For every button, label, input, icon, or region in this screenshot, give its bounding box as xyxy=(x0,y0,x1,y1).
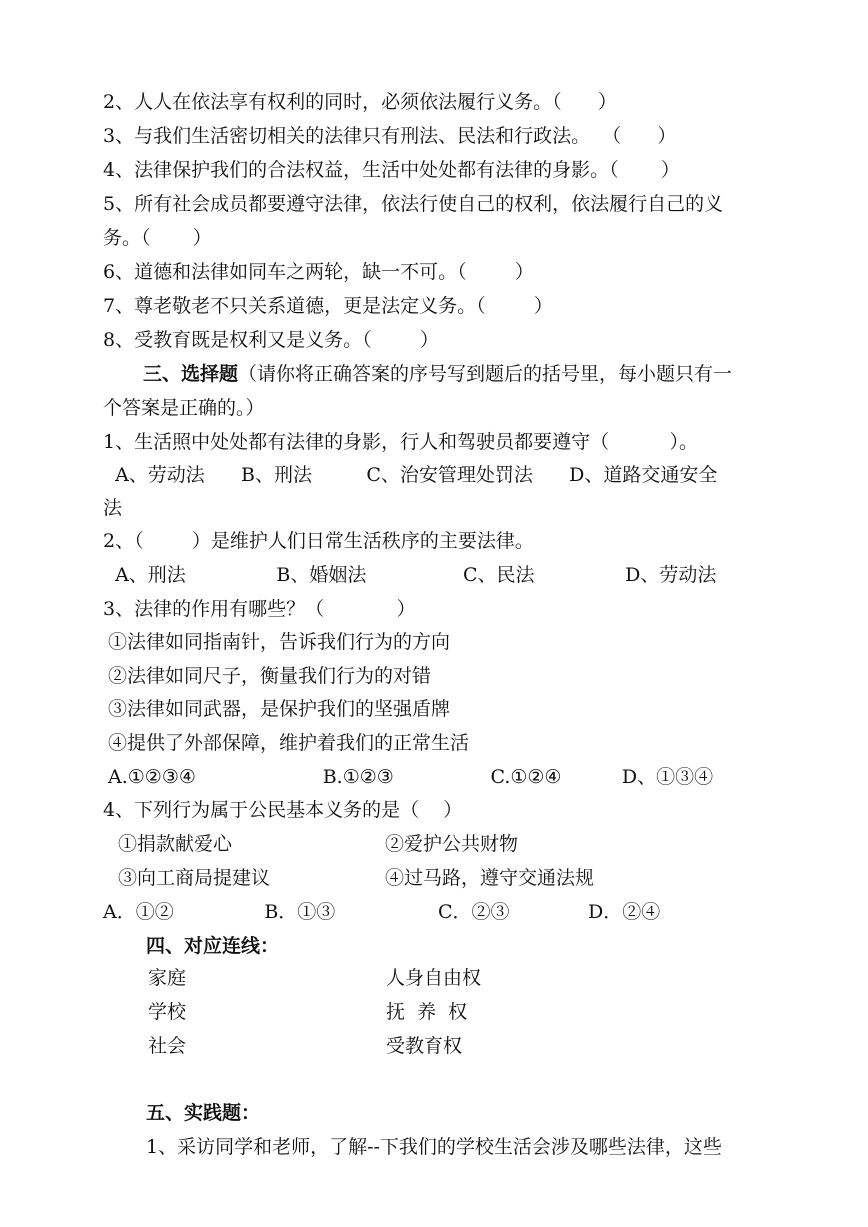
choice-question-2: 2、（ ）是维护人们日常生活秩序的主要法律。 xyxy=(103,530,534,552)
judge-question-4: 4、法律保护我们的合法权益，生活中处处都有法律的身影。（ ） xyxy=(103,159,680,181)
judge-question-3: 3、与我们生活密切相关的法律只有刑法、民法和行政法。 （ ） xyxy=(103,125,677,147)
matching-heading: 四、对应连线： xyxy=(146,935,280,957)
choice-question-1-options-cont: 法 xyxy=(103,497,123,519)
choice-question-3-item: ②法律如同尺子，衡量我们行为的对错 xyxy=(108,665,432,687)
choice-instruction-line1 xyxy=(143,362,732,386)
choice-question-4-options: A．①② B．①③ C．②③ D．②④ xyxy=(103,901,661,923)
matching-right-item: 抚 养 权 xyxy=(386,1001,468,1023)
choice-question-1-options: A、劳动法 B、刑法 C、治安管理处罚法 D、道路交通安全 xyxy=(103,464,718,486)
judge-question-8: 8、受教育既是权利又是义务。（ ） xyxy=(103,329,439,351)
choice-question-4: 4、下列行为属于公民基本义务的是（ ） xyxy=(103,799,463,821)
judge-question-6: 6、道德和法律如同车之两轮，缺一不可。（ ） xyxy=(103,261,534,283)
choice-question-3-item: ③法律如同武器，是保护我们的坚强盾牌 xyxy=(108,698,451,720)
choice-question-2-options: A、刑法 B、婚姻法 C、民法 D、劳动法 xyxy=(103,564,717,586)
choice-question-3-options: A.①②③④ B.①②③ C.①②④ D、①③④ xyxy=(108,766,714,788)
choice-instruction-line2: 个答案是正确的。） xyxy=(103,397,265,419)
choice-question-4-item: ④过马路，遵守交通法规 xyxy=(385,867,595,889)
choice-question-4-item: ②爱护公共财物 xyxy=(385,833,519,855)
matching-right-item: 受教育权 xyxy=(386,1035,463,1057)
matching-left-item: 家庭 xyxy=(148,967,187,989)
choice-heading: 三、选择题 xyxy=(143,363,239,385)
choice-question-4-item: ③向工商局提建议 xyxy=(118,867,271,889)
matching-left-item: 学校 xyxy=(148,1001,187,1023)
choice-question-1: 1、生活照中处处都有法律的身影，行人和驾驶员都要遵守（ ）。 xyxy=(103,431,698,453)
choice-question-3-item: ④提供了外部保障，维护着我们的正常生活 xyxy=(108,732,470,754)
judge-question-7: 7、尊老敬老不只关系道德，更是法定义务。（ ） xyxy=(103,295,553,317)
practice-question-1: 1、采访同学和老师，了解--下我们的学校生活会涉及哪些法律，这些 xyxy=(146,1136,722,1158)
judge-question-2: 2、人人在依法享有权利的同时，必须依法履行义务。（ ） xyxy=(103,91,617,113)
choice-instruction: （请你将正确答案的序号写到题后的括号里，每小题只有一 xyxy=(238,363,733,385)
judge-question-5-line1: 5、所有社会成员都要遵守法律，依法行使自己的权利，依法履行自己的义 xyxy=(103,193,724,215)
choice-question-3-item: ①法律如同指南针，告诉我们行为的方向 xyxy=(108,631,451,653)
judge-question-5-line2: 务。（ ） xyxy=(103,227,212,249)
choice-question-4-item: ①捐款献爱心 xyxy=(118,833,233,855)
choice-question-3: 3、法律的作用有哪些？（ ） xyxy=(103,598,416,620)
matching-right-item: 人身自由权 xyxy=(386,967,482,989)
practice-heading: 五、实践题： xyxy=(146,1102,261,1124)
matching-left-item: 社会 xyxy=(148,1035,187,1057)
